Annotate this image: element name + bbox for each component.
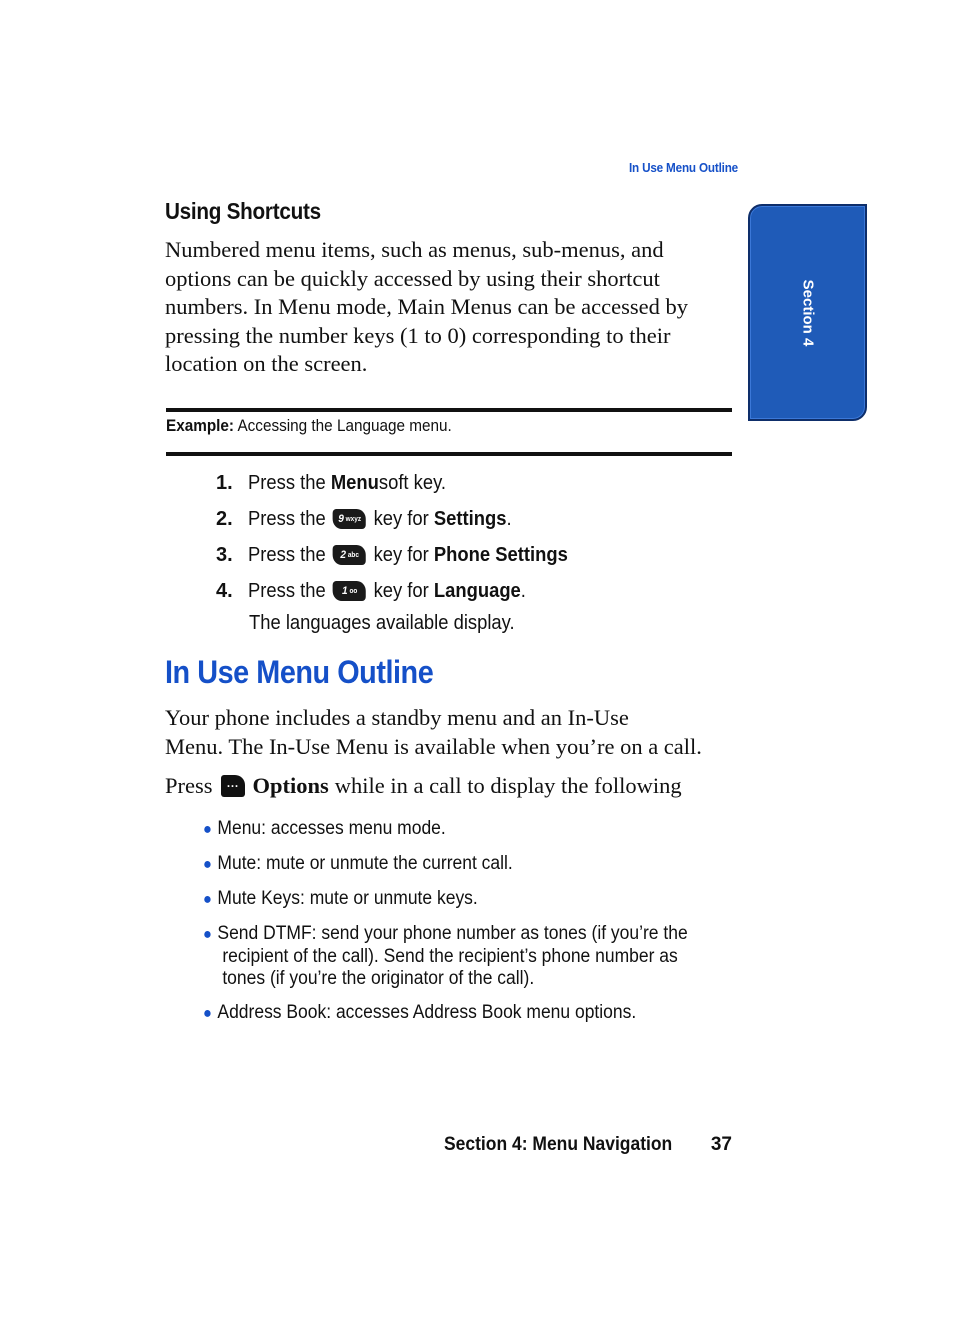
step-post: soft key. bbox=[378, 471, 447, 494]
key-9-icon bbox=[333, 509, 366, 529]
step-number: 2. bbox=[216, 507, 233, 530]
list-item bbox=[203, 923, 718, 990]
step-number: 3. bbox=[216, 543, 233, 566]
in-use-menu-heading: In Use Menu Outline bbox=[165, 654, 434, 690]
step-bold: Phone Settings bbox=[433, 543, 568, 566]
key-letters: wxyz bbox=[345, 515, 362, 523]
step-item bbox=[216, 540, 596, 570]
step-pre: Press the bbox=[248, 543, 326, 566]
bullet-text: recipient of the call). Send the recipient’s phone number as bbox=[222, 946, 678, 967]
paragraph-line: Numbered menu items, such as menus, sub-menus, and bbox=[165, 237, 664, 262]
bullet-text: Mute Keys: mute or unmute keys. bbox=[217, 888, 478, 909]
example-bottom-rule bbox=[166, 452, 732, 456]
bullet-text: Menu: accesses menu mode. bbox=[217, 818, 446, 839]
step-pre: Press the bbox=[248, 579, 326, 602]
using-shortcuts-heading: Using Shortcuts bbox=[165, 198, 321, 224]
section-tab-label: Section 4 bbox=[799, 279, 816, 346]
step-mid: key for bbox=[373, 579, 434, 602]
bullet-icon: ● bbox=[203, 821, 212, 838]
options-softkey-icon: ··· bbox=[221, 775, 245, 797]
key-letters: abc bbox=[347, 551, 359, 559]
step-number: 4. bbox=[216, 579, 233, 602]
bullet-icon: ● bbox=[203, 856, 212, 873]
step-bold: Menu bbox=[330, 471, 379, 494]
in-use-paragraph bbox=[165, 704, 745, 761]
step-item bbox=[216, 504, 535, 534]
section-tab bbox=[748, 204, 867, 421]
bullet-icon: ● bbox=[203, 926, 212, 943]
press-options-line bbox=[165, 772, 682, 801]
bullet-icon: ● bbox=[203, 1005, 212, 1022]
key-1-icon bbox=[333, 581, 366, 601]
paragraph-line: options can be quickly accessed by using their shortcut bbox=[165, 265, 660, 291]
paragraph-line: pressing the number keys (1 to 0) corresponding to their bbox=[165, 322, 671, 348]
step-post: . bbox=[506, 507, 512, 530]
step-text bbox=[248, 580, 526, 603]
step-item bbox=[216, 468, 463, 498]
bullet-text: Address Book: accesses Address Book menu options. bbox=[217, 1002, 637, 1023]
step-item bbox=[216, 576, 550, 606]
step-text bbox=[248, 544, 568, 567]
press-post: while in a call to display the following bbox=[334, 773, 682, 798]
steps-result: The languages available display. bbox=[249, 612, 515, 634]
step-mid: key for bbox=[373, 507, 434, 530]
press-pre: Press bbox=[165, 773, 213, 798]
example-top-rule bbox=[166, 408, 732, 412]
list-item bbox=[203, 818, 718, 841]
page-number: 37 bbox=[710, 1134, 732, 1155]
paragraph-line: Your phone includes a standby menu and an In-Use bbox=[165, 705, 629, 730]
bullet-text: tones (if you’re the originator of the call). bbox=[222, 968, 535, 989]
example-label: Example: bbox=[166, 416, 235, 435]
example-text: Accessing the Language menu. bbox=[234, 416, 452, 435]
list-item bbox=[203, 853, 718, 876]
key-letters: oo bbox=[349, 587, 358, 595]
running-head: In Use Menu Outline bbox=[628, 160, 738, 175]
paragraph-line: Menu. The In-Use Menu is available when you’re on a call. bbox=[165, 733, 702, 759]
key-digit: 1 bbox=[341, 585, 348, 597]
step-text bbox=[248, 472, 446, 495]
using-shortcuts-paragraph bbox=[165, 236, 735, 379]
key-2-icon bbox=[333, 545, 366, 565]
list-item bbox=[203, 888, 718, 911]
step-number: 1. bbox=[216, 471, 233, 494]
step-bold: Settings bbox=[433, 507, 507, 530]
options-label: Options bbox=[252, 773, 329, 798]
paragraph-line: numbers. In Menu mode, Main Menus can be accessed by bbox=[165, 294, 688, 319]
step-pre: Press the bbox=[248, 471, 331, 494]
step-mid: key for bbox=[373, 543, 434, 566]
paragraph-line: location on the screen. bbox=[165, 351, 368, 376]
bullet-text: Mute: mute or unmute the current call. bbox=[217, 853, 513, 874]
bullet-icon: ● bbox=[203, 891, 212, 908]
step-post: . bbox=[520, 579, 526, 602]
key-digit: 9 bbox=[338, 513, 344, 525]
footer-section-title: Section 4: Menu Navigation bbox=[444, 1134, 673, 1155]
list-item bbox=[203, 1002, 718, 1025]
example-box bbox=[166, 416, 452, 436]
step-pre: Press the bbox=[248, 507, 326, 530]
step-text bbox=[248, 508, 512, 531]
bullet-text: Send DTMF: send your phone number as tones (if you’re the bbox=[217, 923, 688, 944]
key-digit: 2 bbox=[340, 549, 346, 561]
step-bold: Language bbox=[433, 579, 521, 602]
